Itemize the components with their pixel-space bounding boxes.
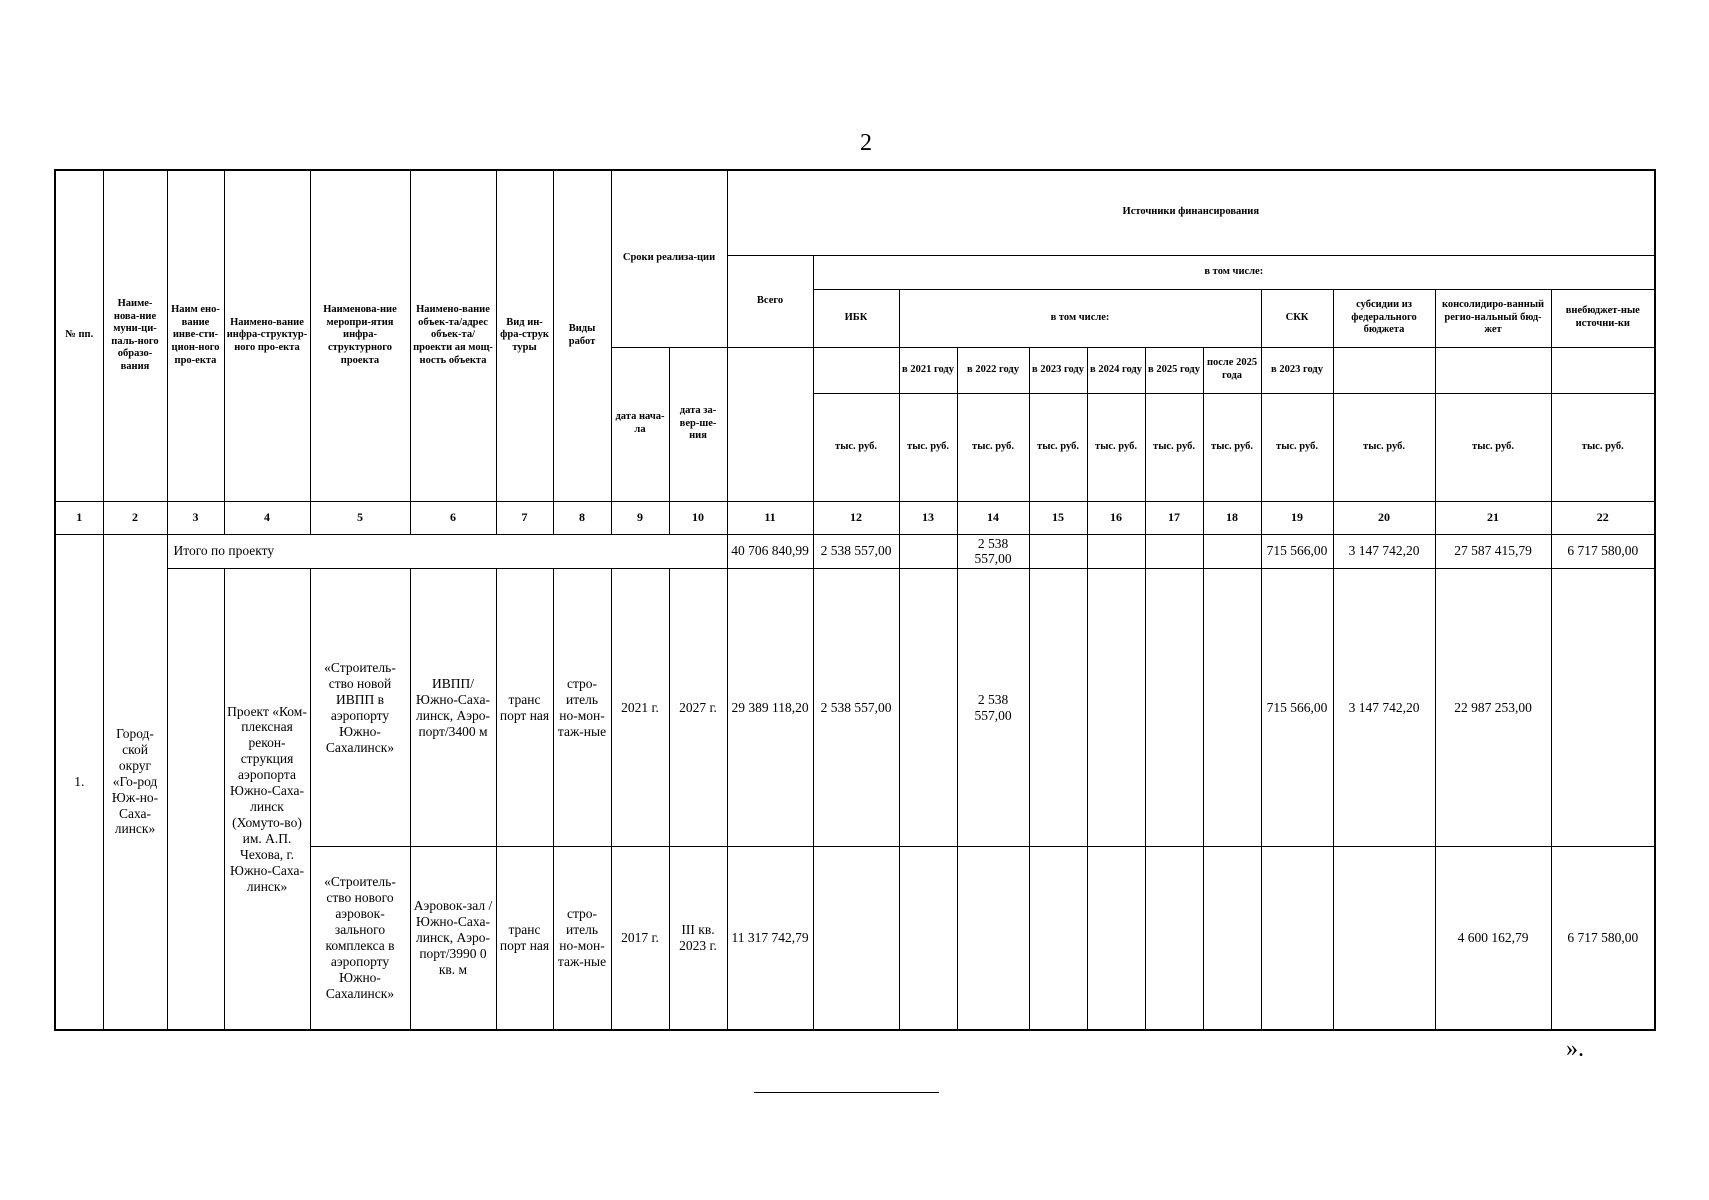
unit-2023: тыс. руб.	[1029, 393, 1087, 501]
page-number: 2	[860, 130, 872, 156]
total-subsidies: 3 147 742,20	[1333, 534, 1435, 569]
column-number: 7	[496, 501, 553, 534]
amount-ibk: 2 538 557,00	[813, 569, 899, 847]
end-date: 2027 г.	[669, 569, 727, 847]
header-works: Виды работ	[553, 170, 611, 501]
header-including-years: в том числе:	[899, 289, 1261, 347]
header-financing-sources: Источники финансирования	[727, 170, 1655, 255]
header-year-2021: в 2021 году	[899, 347, 957, 393]
header-after-2025: после 2025 года	[1203, 347, 1261, 393]
column-number: 21	[1435, 501, 1551, 534]
total-off-budget: 6 717 580,00	[1551, 534, 1655, 569]
investment-project-cell	[167, 569, 224, 1030]
infra-project-name: Проект «Ком-плексная рекон-струкция аэропорта Южно-Саха-линск (Хомуто-во) им. А.П. Чехова, г. Южно-Саха-линск»	[224, 569, 310, 1030]
header-year-2025: в 2025 году	[1145, 347, 1203, 393]
amount-2023	[1029, 569, 1087, 847]
total-consolidated: 27 587 415,79	[1435, 534, 1551, 569]
column-number: 13	[899, 501, 957, 534]
total-label: Итого по проекту	[167, 534, 727, 569]
total-2021	[899, 534, 957, 569]
total-2025	[1145, 534, 1203, 569]
header-municipality: Наиме-нова-ние муни-ци-паль-ного образо-вания	[103, 170, 167, 501]
column-number: 1	[55, 501, 103, 534]
column-number: 8	[553, 501, 611, 534]
header-including: в том числе:	[813, 255, 1655, 289]
amount-skk	[1261, 847, 1333, 1030]
amount-consolidated: 22 987 253,00	[1435, 569, 1551, 847]
works-type: стро-итель но-мон-таж-ные	[553, 847, 611, 1030]
total-2022: 2 538 557,00	[957, 534, 1029, 569]
header-subsidies: субсидии из федерального бюджета	[1333, 289, 1435, 347]
infra-type: транс порт ная	[496, 569, 553, 847]
column-number: 22	[1551, 501, 1655, 534]
unit-consolidated: тыс. руб.	[1435, 393, 1551, 501]
event-name: «Строитель-ство новой ИВПП в аэропорту Южно-Сахалинск»	[310, 569, 410, 847]
header-no: № пп.	[55, 170, 103, 501]
header-year-2023: в 2023 году	[1029, 347, 1087, 393]
column-number: 16	[1087, 501, 1145, 534]
object-name: Аэровок-зал / Южно-Саха-линск, Аэро-порт/3990 0 кв. м	[410, 847, 496, 1030]
amount-after-2025	[1203, 847, 1261, 1030]
start-date: 2021 г.	[611, 569, 669, 847]
column-number: 10	[669, 501, 727, 534]
header-total: Всего	[727, 255, 813, 347]
event-name: «Строитель-ство нового аэровок-зального комплекса в аэропорту Южно-Сахалинск»	[310, 847, 410, 1030]
total-all: 40 706 840,99	[727, 534, 813, 569]
amount-2024	[1087, 569, 1145, 847]
header-skk: СКК	[1261, 289, 1333, 347]
column-number: 9	[611, 501, 669, 534]
amount-consolidated: 4 600 162,79	[1435, 847, 1551, 1030]
header-start-date: дата нача-ла	[611, 347, 669, 501]
row-number: 1.	[55, 534, 103, 1030]
object-name: ИВПП/ Южно-Саха-линск, Аэро-порт/3400 м	[410, 569, 496, 847]
works-type: стро-итель но-мон-таж-ные	[553, 569, 611, 847]
unit-off-budget: тыс. руб.	[1551, 393, 1655, 501]
header-off-budget: внебюджет-ные источни-ки	[1551, 289, 1655, 347]
amount-after-2025	[1203, 569, 1261, 847]
column-number: 20	[1333, 501, 1435, 534]
column-number: 5	[310, 501, 410, 534]
total-skk: 715 566,00	[1261, 534, 1333, 569]
column-number: 18	[1203, 501, 1261, 534]
header-year-2022: в 2022 году	[957, 347, 1029, 393]
header-infra-project: Наимено-вание инфра-структур-ного про-екта	[224, 170, 310, 501]
column-number: 11	[727, 501, 813, 534]
column-number: 19	[1261, 501, 1333, 534]
column-number: 3	[167, 501, 224, 534]
column-number: 6	[410, 501, 496, 534]
header-end-date: дата за-вер-ше-ния	[669, 347, 727, 501]
column-number: 17	[1145, 501, 1203, 534]
column-number: 4	[224, 501, 310, 534]
header-ibk-blank	[813, 347, 899, 393]
municipality: Город-ской округ «Го-род Юж-но-Саха-линск»	[103, 534, 167, 1030]
header-skk-2023: в 2023 году	[1261, 347, 1333, 393]
amount-2021	[899, 569, 957, 847]
total-2023	[1029, 534, 1087, 569]
header-consolidated-blank	[1435, 347, 1551, 393]
total-ibk: 2 538 557,00	[813, 534, 899, 569]
unit-2024: тыс. руб.	[1087, 393, 1145, 501]
unit-skk: тыс. руб.	[1261, 393, 1333, 501]
amount-2022: 2 538 557,00	[957, 569, 1029, 847]
total-after-2025	[1203, 534, 1261, 569]
header-off-budget-blank	[1551, 347, 1655, 393]
column-number: 12	[813, 501, 899, 534]
amount-ibk	[813, 847, 899, 1030]
header-investment-project: Наим ено-вание инве-сти-цион-ного про-екта	[167, 170, 224, 501]
column-number: 14	[957, 501, 1029, 534]
header-subsidies-blank	[1333, 347, 1435, 393]
amount-subsidies	[1333, 847, 1435, 1030]
infra-type: транс порт ная	[496, 847, 553, 1030]
header-ibk: ИБК	[813, 289, 899, 347]
amount-off-budget	[1551, 569, 1655, 847]
amount-skk: 715 566,00	[1261, 569, 1333, 847]
amount-total: 11 317 742,79	[727, 847, 813, 1030]
header-event: Наименова-ние меропри-ятия инфра-структурного проекта	[310, 170, 410, 501]
unit-2021: тыс. руб.	[899, 393, 957, 501]
amount-2023	[1029, 847, 1087, 1030]
start-date: 2017 г.	[611, 847, 669, 1030]
unit-after-2025: тыс. руб.	[1203, 393, 1261, 501]
amount-2025	[1145, 847, 1203, 1030]
header-year-2024: в 2024 году	[1087, 347, 1145, 393]
header-object: Наимено-вание объек-та/адрес объек-та/проекти ая мощ-ность объекта	[410, 170, 496, 501]
unit-subsidies: тыс. руб.	[1333, 393, 1435, 501]
amount-2021	[899, 847, 957, 1030]
header-terms: Сроки реализа-ции	[611, 170, 727, 347]
amount-total: 29 389 118,20	[727, 569, 813, 847]
amount-subsidies: 3 147 742,20	[1333, 569, 1435, 847]
amount-off-budget: 6 717 580,00	[1551, 847, 1655, 1030]
unit-ibk: тыс. руб.	[813, 393, 899, 501]
header-infra-type: Вид ин-фра-струк туры	[496, 170, 553, 501]
unit-2022: тыс. руб.	[957, 393, 1029, 501]
divider-line	[754, 1092, 939, 1093]
end-date: III кв. 2023 г.	[669, 847, 727, 1030]
total-2024	[1087, 534, 1145, 569]
column-number: 2	[103, 501, 167, 534]
amount-2022	[957, 847, 1029, 1030]
closing-quote: ».	[1566, 1036, 1584, 1062]
financing-table	[54, 169, 1656, 1031]
header-consolidated-budget: консолидиро-ванный регио-нальный бюд-жет	[1435, 289, 1551, 347]
unit-2025: тыс. руб.	[1145, 393, 1203, 501]
column-numbers-row	[55, 501, 1655, 534]
amount-2025	[1145, 569, 1203, 847]
column-number: 15	[1029, 501, 1087, 534]
amount-2024	[1087, 847, 1145, 1030]
header-total-blank	[727, 347, 813, 501]
